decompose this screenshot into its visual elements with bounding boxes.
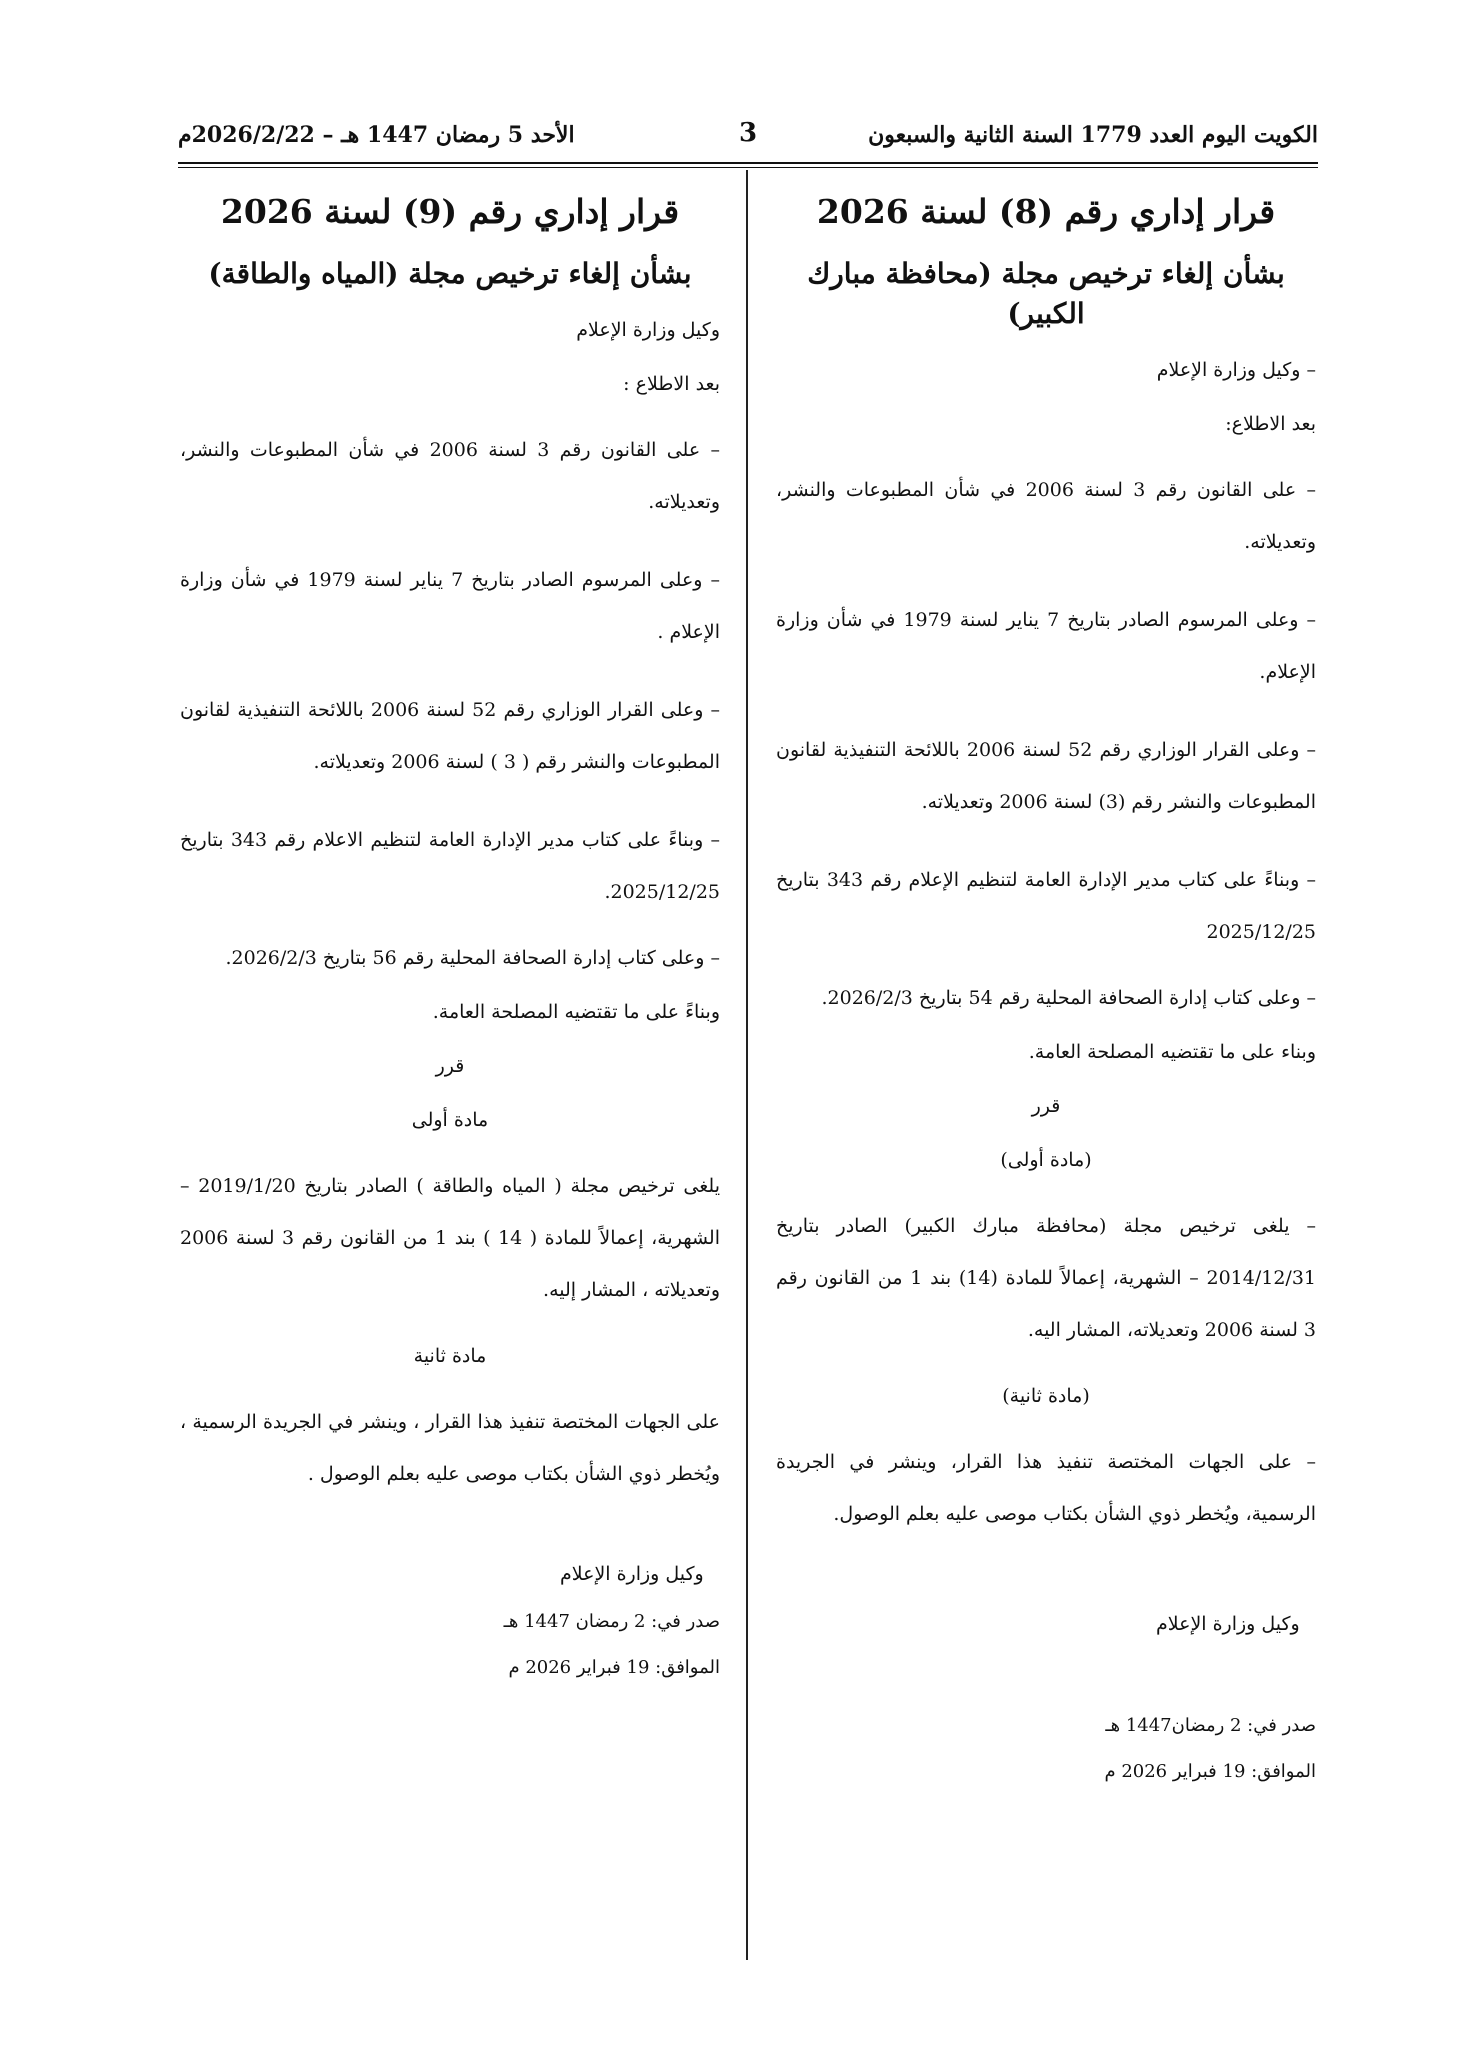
public-interest-line: وبناءً على ما تقتضيه المصلحة العامة. [432,1001,720,1023]
decided-heading: قرر [1031,1095,1061,1117]
decision-8-title: قرار إداري رقم (8) لسنة 2026 [816,192,1276,231]
after-review-line: بعد الاطلاع : [623,373,720,395]
issuer-line: – وكيل وزارة الإعلام [1156,359,1316,381]
article-2-heading: (مادة ثانية) [1002,1385,1090,1407]
header-date: الأحد 5 رمضان 1447 هـ – 2026/2/22م [178,122,575,148]
recital-decree: – وعلى المرسوم الصادر بتاريخ 7 يناير لسنة 1979 في شأن وزارة الإعلام. [776,609,1316,683]
corresponding-date: الموافق: 19 فبراير 2026 م [508,1657,720,1678]
issued-date: صدر في: 2 رمضان 1447 هـ [503,1611,720,1632]
recital-director-letter: – وبناءً على كتاب مدير الإدارة العامة لتنظيم الإعلام رقم 343 بتاريخ 2025/12/25 [776,869,1317,943]
recital-decree: – وعلى المرسوم الصادر بتاريخ 7 يناير لسنة 1979 في شأن وزارة الإعلام . [180,569,720,643]
recital-press-letter: – وعلى كتاب إدارة الصحافة المحلية رقم 54 بتاريخ 2026/2/3. [821,987,1316,1009]
issued-date: صدر في: 2 رمضان1447 هـ [1105,1715,1316,1736]
header-rule [178,162,1318,164]
article-2-heading: مادة ثانية [413,1345,487,1367]
recital-law: – على القانون رقم 3 لسنة 2006 في شأن المطبوعات والنشر، وتعديلاته. [180,439,720,513]
recital-law: – على القانون رقم 3 لسنة 2006 في شأن المطبوعات والنشر، وتعديلاته. [776,479,1316,553]
article-1-text: – يلغى ترخيص مجلة (محافظة مبارك الكبير) الصادر بتاريخ 2014/12/31 – الشهرية، إعمالاً للمادة (14) بند 1 من القانون رقم 3 لسنة 2006 وتعديلاته، المشار اليه. [776,1215,1316,1341]
public-interest-line: وبناء على ما تقتضيه المصلحة العامة. [1028,1041,1316,1063]
article-1-heading: (مادة أولى) [1000,1149,1092,1171]
issuer-line: وكيل وزارة الإعلام [576,319,720,341]
header-rule-thin [178,167,1318,168]
recital-press-letter: – وعلى كتاب إدارة الصحافة المحلية رقم 56 بتاريخ 2026/2/3. [225,947,720,969]
decision-9-subtitle: بشأن إلغاء ترخيص مجلة (المياه والطاقة) [208,257,692,290]
corresponding-date: الموافق: 19 فبراير 2026 م [1104,1761,1316,1782]
decision-8-column [776,180,1316,1804]
decision-8-subtitle: بشأن إلغاء ترخيص مجلة (محافظة مبارك الكبير) [807,257,1285,330]
article-2-text: – على الجهات المختصة تنفيذ هذا القرار، وينشر في الجريدة الرسمية، ويُخطر ذوي الشأن بكتاب موصى عليه بعلم الوصول. [776,1451,1316,1525]
decision-9-column [180,180,720,1700]
recital-ministerial-decision: – وعلى القرار الوزاري رقم 52 لسنة 2006 باللائحة التنفيذية لقانون المطبوعات والنشر رقم (3) لسنة 2006 وتعديلاته. [776,739,1316,813]
decided-heading: قرر [435,1055,465,1077]
article-2-text: على الجهات المختصة تنفيذ هذا القرار ، وينشر في الجريدة الرسمية ، ويُخطر ذوي الشأن بكتاب موصى عليه بعلم الوصول . [180,1411,720,1485]
article-1-text: يلغى ترخيص مجلة ( المياه والطاقة ) الصادر بتاريخ 2019/1/20 – الشهرية، إعمالاً للمادة ( 14 ) بند 1 من القانون رقم 3 لسنة 2006 وتعديلاته ، المشار إليه. [180,1175,720,1301]
recital-director-letter: – وبناءً على كتاب مدير الإدارة العامة لتنظيم الاعلام رقم 343 بتاريخ 2025/12/25. [180,829,721,903]
page-header [178,118,1318,158]
column-divider [746,170,748,1960]
article-1-heading: مادة أولى [411,1109,489,1131]
signature: وكيل وزارة الإعلام [1156,1613,1300,1635]
signature: وكيل وزارة الإعلام [560,1563,704,1585]
after-review-line: بعد الاطلاع: [1225,413,1316,435]
header-issue-info: الكويت اليوم العدد 1779 السنة الثانية والسبعون [868,122,1318,148]
page-number: 3 [738,118,758,148]
decision-9-title: قرار إداري رقم (9) لسنة 2026 [220,192,680,231]
recital-ministerial-decision: – وعلى القرار الوزاري رقم 52 لسنة 2006 باللائحة التنفيذية لقانون المطبوعات والنشر رقم ( 3 ) لسنة 2006 وتعديلاته. [180,699,720,773]
